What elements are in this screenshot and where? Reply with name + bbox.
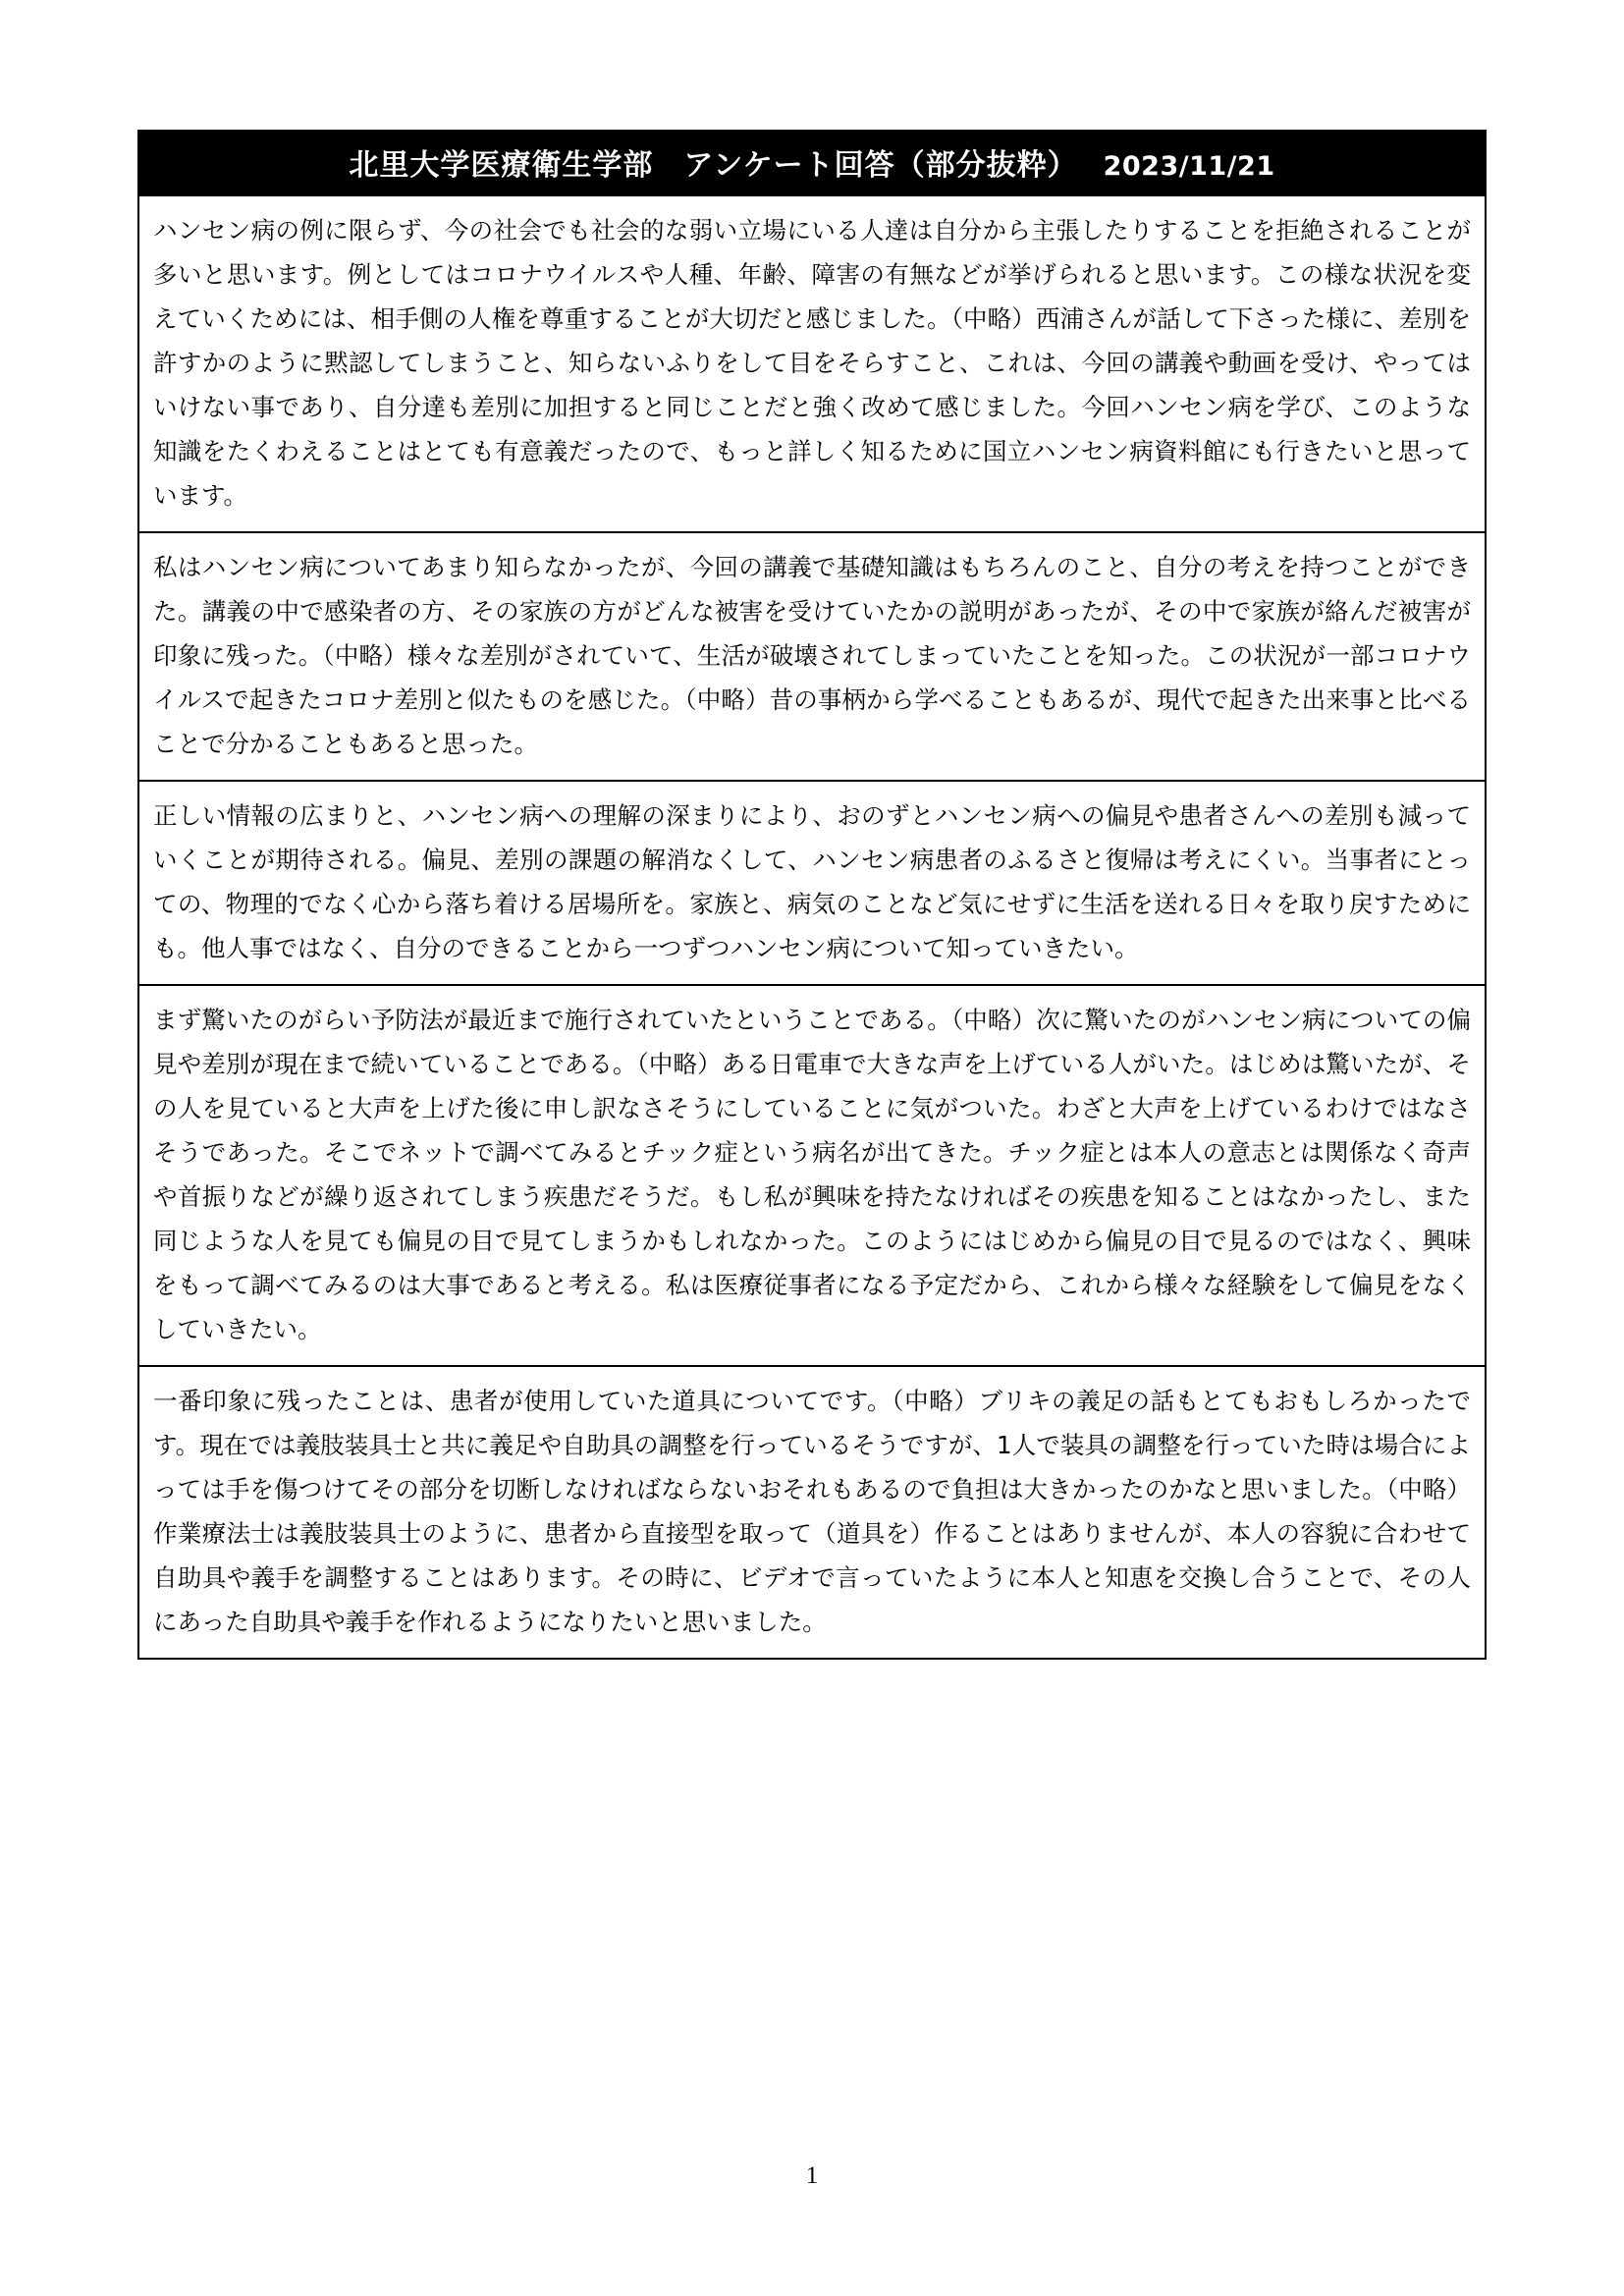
- response-text: まず驚いたのがらい予防法が最近まで施行されていたということである。（中略）次に驚いたのがハンセン病についての偏見や差別が現在まで続いていることである。（中略）ある日電車で大きな声を上げている人がいた。はじめは驚いたが、その人を見ていると大声を上げた後に申し訳なさそうにしていることに気がついた。わざと大声を上げているわけではなさそうであった。そこでネットで調べてみるとチック症という病名が出てきた。チック症とは本人の意志とは関係なく奇声や首振りなどが繰り返されてしまう疾患だそうだ。もし私が興味を持たなければその疾患を知ることはなかったし、また同じような人を見ても偏見の目で見てしまうかもしれなかった。このようにはじめから偏見の目で見るのではなく、興味をもって調べてみるのは大事であると考える。私は医療従事者になる予定だから、これから様々な経験をして偏見をなくしていきたい。: [153, 1006, 1471, 1343]
- response-item: [139, 194, 1485, 533]
- document-header-inner: [349, 140, 1274, 184]
- response-text: 私はハンセン病についてあまり知らなかったが、今回の講義で基礎知識はもちろんのこと、自分の考えを持つことができた。講義の中で感染者の方、その家族の方がどんな被害を受けていたかの説明があったが、その中で家族が絡んだ被害が印象に残った。（中略）様々な差別がされていて、生活が破壊されてしまっていたことを知った。この状況が一部コロナウイルスで起きたコロナ差別と似たものを感じた。（中略）昔の事柄から学べることもあるが、現代で起きた出来事と比べることで分かることもあると思った。: [153, 553, 1471, 758]
- response-item: [139, 533, 1485, 782]
- response-text: 正しい情報の広まりと、ハンセン病への理解の深まりにより、おのずとハンセン病への偏見や患者さんへの差別も減っていくことが期待される。偏見、差別の課題の解消なくして、ハンセン病患者のふるさと復帰は考えにくい。当事者にとっての、物理的でなく心から落ち着ける居場所を。家族と、病気のことなど気にせずに生活を送れる日々を取り戻すためにも。他人事ではなく、自分のできることから一つずつハンセン病について知っていきたい。: [153, 801, 1471, 962]
- response-item: [139, 986, 1485, 1367]
- page-number: 1: [805, 2162, 819, 2189]
- page-title: 北里大学医療衛生学部 アンケート回答（部分抜粋）: [349, 148, 1078, 183]
- header-date: 2023/11/21: [1103, 151, 1275, 182]
- document-header: [137, 130, 1487, 194]
- response-text: 一番印象に残ったことは、患者が使用していた道具についてです。（中略）ブリキの義足の話もとてもおもしろかったです。現在では義肢装具士と共に義足や自助具の調整を行っているそうですが、1人で装具の調整を行っていた時は場合によっては手を傷つけてその部分を切断しなければならないおそれもあるので負担は大きかったのかなと思いました。（中略）作業療法士は義肢装具士のように、患者から直接型を取って（道具を）作ることはありませんが、本人の容貌に合わせて自助具や義手を調整することはあります。その時に、ビデオで言っていたように本人と知恵を交換し合うことで、その人にあった自助具や義手を作れるようになりたいと思いました。: [153, 1387, 1471, 1636]
- response-text: ハンセン病の例に限らず、今の社会でも社会的な弱い立場にいる人達は自分から主張したりすることを拒絶されることが多いと思います。例としてはコロナウイルスや人種、年齢、障害の有無などが挙げられると思います。この様な状況を変えていくためには、相手側の人権を尊重することが大切だと感じました。（中略）西浦さんが話して下さった様に、差別を許すかのように黙認してしまうこと、知らないふりをして目をそらすこと、これは、今回の講義や動画を受け、やってはいけない事であり、自分達も差別に加担すると同じことだと強く改めて感じました。今回ハンセン病を学び、このような知識をたくわえることはとても有意義だったので、もっと詳しく知るために国立ハンセン病資料館にも行きたいと思っています。: [153, 216, 1471, 510]
- response-item: [139, 782, 1485, 986]
- response-item: [139, 1367, 1485, 1660]
- response-list: [137, 194, 1487, 1660]
